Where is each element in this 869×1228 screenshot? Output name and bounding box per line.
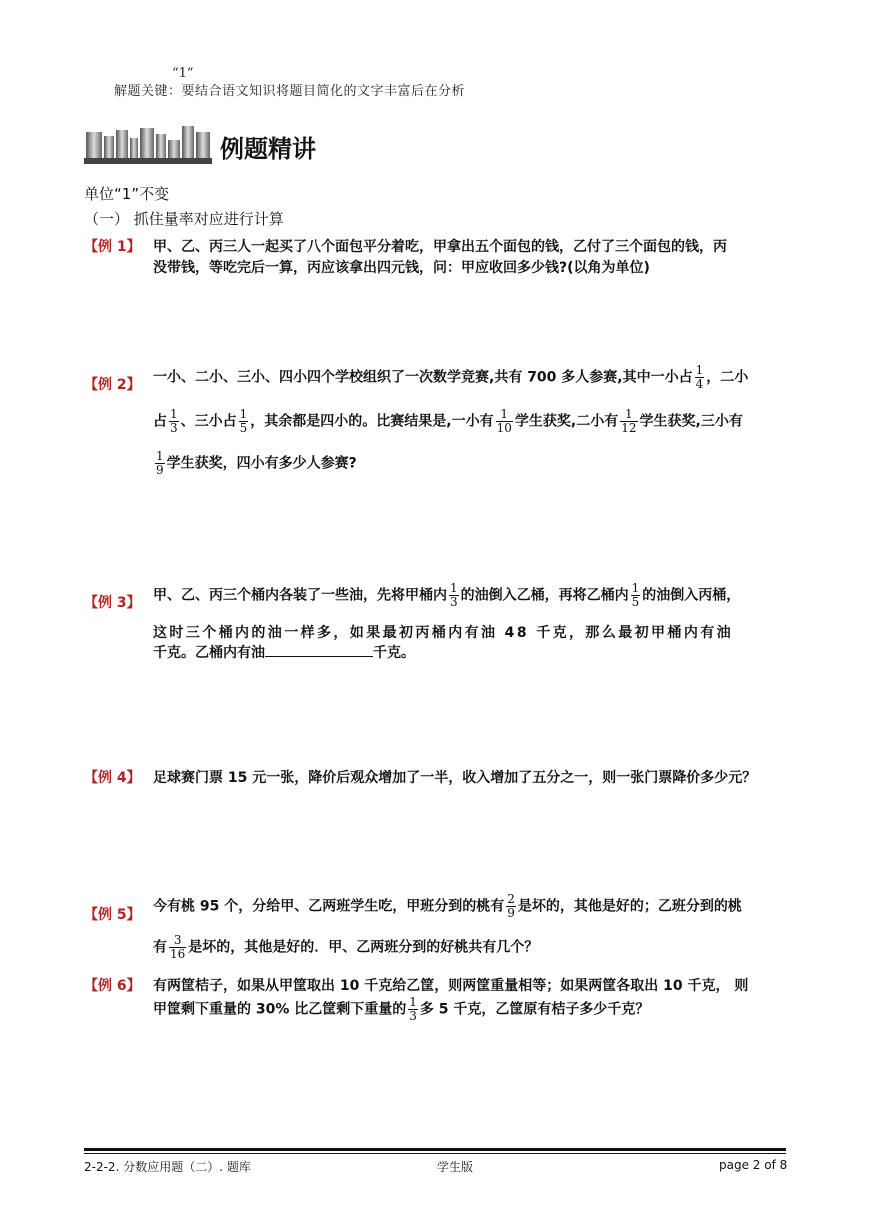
example-1-label: 【例 1】 bbox=[84, 239, 141, 255]
fraction: $\frac{1}{3}$ bbox=[409, 995, 417, 1023]
example-3-line-1: 甲、乙、丙三个桶内各装了一些油，先将甲桶内 $\frac{1}{3}$ 的油倒入乙桶，再将乙桶内 $\frac{1}{5}$ 的油倒入丙桶， bbox=[153, 581, 741, 609]
example-5-label: 【例 5】 bbox=[84, 907, 141, 923]
answer-blank bbox=[265, 642, 373, 657]
example-2-line-3: $\frac{1}{9}$ 学生获奖，四小有多少人参赛? bbox=[156, 449, 357, 477]
example-5-line-1: 今有桃 95 个，分给甲、乙两班学生吃，甲班分到的桃有 $\frac{2}{9}$ 是坏的，其他是好的；乙班分到的桃 bbox=[153, 892, 742, 920]
example-3-label: 【例 3】 bbox=[84, 595, 141, 611]
sub-title: （一） 抓住量率对应进行计算 bbox=[84, 210, 284, 228]
example-6-line-1: 有两筐桔子，如果从甲筐取出 10 千克给乙筐，则两筐重量相等；如果两筐各取出 10 千克， 则 bbox=[153, 978, 749, 994]
fraction: $\frac{1}{9}$ bbox=[156, 449, 164, 477]
footer-rule-thin bbox=[84, 1153, 786, 1154]
footer-left: 2-2-2. 分数应用题（二）. 题库 bbox=[84, 1160, 251, 1174]
fraction: $\frac{1}{5}$ bbox=[239, 407, 248, 435]
section-banner bbox=[84, 126, 384, 166]
example-2-line-2: 占 $\frac{1}{3}$ 、三小占 $\frac{1}{5}$ ，其余都是四小的。比赛结果是,一小有 $\frac{1}{10}$ 学生获奖,二小有 $\frac{1}{12}$ 学生获奖,三小有 bbox=[153, 407, 743, 435]
example-1-line-2: 没带钱，等吃完后一算，丙应该拿出四元钱，问：甲应收回多少钱?(以角为单位) bbox=[153, 260, 650, 276]
example-2-label: 【例 2】 bbox=[84, 377, 141, 393]
fraction: $\frac{1}{3}$ bbox=[450, 581, 458, 609]
example-5-line-2: 有 $\frac{3}{16}$ 是坏的，其他是好的．甲、乙两班分到的好桃共有几个？ bbox=[153, 933, 539, 961]
fraction: $\frac{2}{9}$ bbox=[507, 892, 515, 920]
fraction: $\frac{1}{10}$ bbox=[496, 407, 512, 435]
text: 一小、二小、三小、四小四个学校组织了一次数学竞赛,共有 700 多人参赛,其中一小占 bbox=[153, 369, 693, 386]
example-1-line-1: 甲、乙、丙三人一起买了八个面包平分着吃，甲拿出五个面包的钱，乙付了三个面包的钱，丙 bbox=[153, 239, 727, 255]
key-line: 解题关键：要结合语文知识将题目简化的文字丰富后在分析 bbox=[114, 84, 466, 99]
example-4-line: 足球赛门票 15 元一张，降价后观众增加了一半，收入增加了五分之一，则一张门票降价多少元？ bbox=[153, 770, 757, 786]
footer-rule bbox=[84, 1148, 786, 1151]
books-icon bbox=[84, 126, 212, 166]
footer-center: 学生版 bbox=[437, 1160, 474, 1174]
header-fragment: “1” bbox=[172, 66, 194, 81]
unit-title: 单位“1”不变 bbox=[84, 185, 170, 203]
example-6-line-2: 甲筐剩下重量的 30% 比乙筐剩下重量的 $\frac{1}{3}$ 多 5 千克，乙筐原有桔子多少千克？ bbox=[153, 995, 650, 1023]
fraction: $\frac{1}{12}$ bbox=[621, 407, 637, 435]
text: ，二小 bbox=[706, 369, 749, 386]
example-4-label: 【例 4】 bbox=[84, 770, 141, 786]
example-3-line-3: 千克。乙桶内有油 千克。 bbox=[153, 642, 415, 662]
fraction: $\frac{1}{3}$ bbox=[170, 407, 178, 435]
example-6-label: 【例 6】 bbox=[84, 978, 141, 994]
footer-page: page 2 of 8 bbox=[719, 1158, 788, 1172]
example-2-line-1 bbox=[153, 364, 748, 391]
fraction: $\frac{1}{4}$ bbox=[695, 363, 704, 391]
fraction: $\frac{1}{5}$ bbox=[631, 581, 640, 609]
example-3-line-2: 这时三个桶内的油一样多，如果最初丙桶内有油 48 千克，那么最初甲桶内有油 bbox=[153, 625, 734, 641]
fraction: $\frac{3}{16}$ bbox=[170, 933, 186, 961]
banner-title: 例题精讲 bbox=[220, 135, 316, 163]
